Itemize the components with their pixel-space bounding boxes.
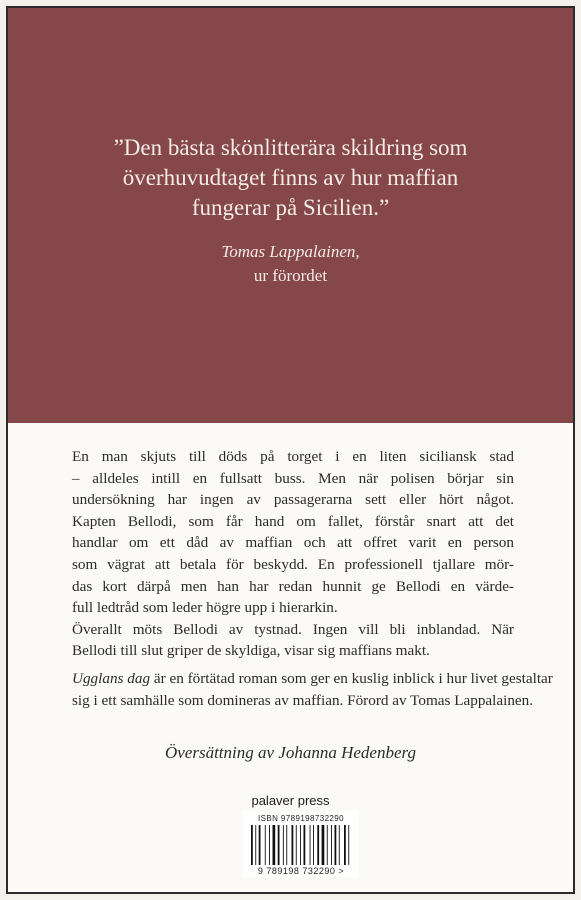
blurb-line: undersökning har ingen av passagerarna sett eller hört något. [72,491,514,509]
blurb-line: handlar om ett dåd av maffian och att offret varit en person [72,534,514,552]
isbn-label: ISBN 9789198732290 [258,814,344,823]
publisher-name: palaver press [251,793,330,808]
barcode-digits: 9 789198 732290 > [257,866,345,876]
barcode-bars [249,825,353,865]
quote-author: Tomas Lappalainen, [221,242,360,261]
blurb-line: Överallt möts Bellodi av tystnad. Ingen vill bli inblandad. När [72,620,514,638]
translator-credit: Översättning av Johanna Hedenberg [164,743,416,762]
barcode [243,811,359,877]
blurb-text: är en förtätad roman som ger en kuslig inblick i hur livet gestaltar [150,669,553,687]
quote-line: ”Den bästa skönlitterära skildring som [113,135,468,160]
quote-band [8,8,573,423]
blurb-line [72,668,553,690]
blurb [72,446,553,711]
quote-attribution [28,240,553,288]
quote-source: ur förordet [253,266,328,285]
blurb-line: full ledtråd som leder högre upp i hierarkin. [72,599,338,617]
quote-line: överhuvudtaget finns av hur maffian [122,165,459,190]
blurb-line: En man skjuts till döds på torget i en liten siciliansk stad [72,448,514,465]
review-quote [28,133,553,223]
book-title: Ugglans dag [72,669,151,687]
blurb-line: sig i ett samhälle som domineras av maffian. Förord av Tomas Lappalainen. [72,691,534,709]
blurb-line: das kort därpå men han har redan hunnit ge Bellodi en värde- [72,577,514,595]
quote-line: fungerar på Sicilien.” [191,195,390,220]
blurb-line: – alldeles intill en fullsatt buss. Men när polisen börjar sin [72,469,514,487]
blurb-line: Kapten Bellodi, som får hand om fallet, förstår snart att det [72,512,514,530]
blurb-line: som vägrat att betala för beskydd. En professionell tjallare mör- [72,555,514,573]
blurb-line: Bellodi till slut griper de skyldiga, visar sig maffians makt. [72,642,430,660]
back-cover [6,6,575,894]
